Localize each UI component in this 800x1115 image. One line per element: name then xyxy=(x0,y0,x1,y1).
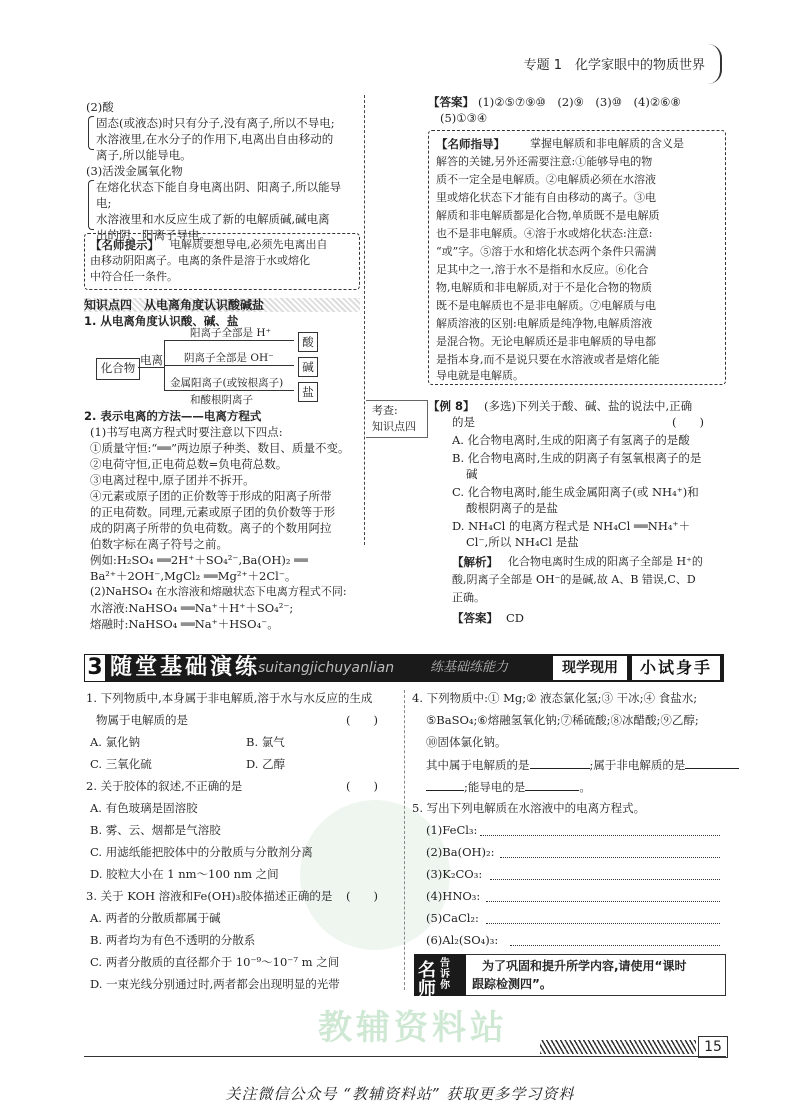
metal-ion-label: 金属阳离子(或铵根离子) xyxy=(170,377,284,389)
guide-line-5: 解质和非电解质都是化合物,单质既不是电解质 xyxy=(436,209,660,222)
q4-line-4 xyxy=(426,756,739,773)
acid-brace xyxy=(88,116,94,150)
q4-leading-blank[interactable] xyxy=(426,778,464,791)
acid-radical-label: 和酸根阴离子 xyxy=(190,394,253,406)
teacher-tip-line-3: 中符合任一条件。 xyxy=(90,270,178,283)
ex8-option-d[interactable]: D. NH₄Cl 的电离方程式是 NH₄Cl ══NH₄⁺＋ xyxy=(452,519,691,533)
q1-option-b[interactable]: B. 氯气 xyxy=(246,735,285,749)
q5-blank-4[interactable] xyxy=(486,900,720,902)
q4-electrolyte-blank[interactable] xyxy=(530,756,590,769)
q3-paren: ( ) xyxy=(346,889,378,903)
q4-nonelectrolyte-label: ;属于非电解质的是 xyxy=(589,758,686,772)
acid-line-3: 离子,所以能导电。 xyxy=(96,148,192,162)
watermark-text: 教辅资料站 xyxy=(318,1008,508,1048)
q4-line-5 xyxy=(426,778,591,795)
guide-line-10: 既不是电解质也不是非电解质。⑦电解质与电 xyxy=(436,299,656,312)
guide-line-3: 质不一定全是电解质。②电解质必须在水溶液 xyxy=(436,173,656,186)
banner-slogan: 练基础练能力 xyxy=(430,660,509,675)
ex8-answer: CD xyxy=(506,611,525,625)
oxide-line-4: 出的阴、阳离子导电。 xyxy=(96,228,211,242)
oxide-line-2: 电; xyxy=(96,196,112,210)
ex8-analysis-3: 正确。 xyxy=(452,591,485,604)
bottom-promo-text: 关注微信公众号 “教辅资料站” 获取更多学习资料 xyxy=(225,1085,575,1103)
q3-option-c[interactable]: C. 两者分散质的直径都介于 10⁻⁹～10⁻⁷ m 之间 xyxy=(90,955,340,969)
answer-tag: 【答案】 xyxy=(428,95,474,109)
kp4-line-10: Ba²⁺＋2OH⁻,MgCl₂ ══Mg²⁺＋2Cl⁻。 xyxy=(90,569,297,583)
q1-option-d[interactable]: D. 乙醇 xyxy=(246,757,286,771)
ionize-label: 电离 xyxy=(140,353,163,367)
acid-line-2: 水溶液里,在水分子的作用下,电离出自由移动的 xyxy=(96,132,334,146)
kp4-line-5: ④元素或原子团的正价数等于形成的阳离子所带 xyxy=(90,489,332,503)
salt-box: 盐 xyxy=(298,382,318,402)
badge-char-3: 告诉你 xyxy=(440,958,450,991)
q5-blank-3[interactable] xyxy=(490,878,720,880)
q3-option-a[interactable]: A. 两者的分散质都属于碱 xyxy=(90,911,221,925)
guide-line-8: 足其中之一,溶于水不是指和水反应。⑥化合 xyxy=(436,263,649,276)
page-header-title: 专题 1 化学家眼中的物质世界 xyxy=(523,58,705,73)
guide-line-1: 掌握电解质和非电解质的含义是 xyxy=(530,137,684,150)
q3-option-b[interactable]: B. 两者均为有色不透明的分散系 xyxy=(90,933,256,947)
badge-char-1: 名 xyxy=(418,960,436,981)
q4-line-3: ⑩固体氯化钠。 xyxy=(426,735,507,749)
ex8-paren: ( ) xyxy=(672,415,704,429)
teacher-tip-line-1: 电解质要想导电,必须先电离出自 xyxy=(170,238,328,251)
oxide-line-3: 水溶液里和水反应生成了新的电解质碱,碱电离 xyxy=(96,212,330,226)
q3-option-d[interactable]: D. 一束光线分别通过时,两者都会出现明显的光带 xyxy=(90,977,340,991)
teacher-tells-line-1: 为了巩固和提升所学内容,请使用“课时 xyxy=(482,959,687,973)
q1-line-1: 1. 下列物质中,本身属于非电解质,溶于水与水反应的生成 xyxy=(86,691,373,705)
banner-title: 随堂基础演练 xyxy=(110,655,261,680)
kp4-line-8: 伯数字标在离子符号之前。 xyxy=(90,537,228,551)
guide-line-11: 解质溶液的区别:电解质是纯净物,电解质溶液 xyxy=(436,317,653,330)
banner-tag-2: 小试身手 xyxy=(632,656,720,680)
guide-line-7: “或”字。⑤溶于水和熔化状态两个条件只需满 xyxy=(436,245,657,258)
kp4-sub2: 2. 表示电离的方法——电离方程式 xyxy=(84,409,262,423)
side-note-line-2: 知识点四 xyxy=(372,420,416,433)
ex8-option-b-2: 碱 xyxy=(466,467,478,481)
ex8-question-2: 的是 xyxy=(452,415,475,429)
q4-conductive-label: ;能导电的是 xyxy=(464,780,526,794)
q5-item-2: (2)Ba(OH)₂: xyxy=(426,845,495,859)
guide-line-13: 是指本身,而不是说只要在水溶液或者是熔化能 xyxy=(436,353,660,366)
bottom-divider xyxy=(404,690,405,990)
teacher-tip-tag: 【名师提示】 xyxy=(90,238,159,252)
q1-option-a[interactable]: A. 氯化钠 xyxy=(90,735,141,749)
kp4-line-7: 成的阴离子所带的负电荷数。离子的个数用阿拉 xyxy=(90,521,332,535)
ex8-option-d-2: Cl⁻,所以 NH₄Cl 是盐 xyxy=(466,535,579,549)
q1-option-c[interactable]: C. 三氧化硫 xyxy=(90,757,152,771)
oxide-line-1: 在熔化状态下能自身电离出阴、阳离子,所以能导 xyxy=(96,180,342,194)
kp4-line-13: 熔融时:NaHSO₄ ══Na⁺＋HSO₄⁻。 xyxy=(90,617,279,631)
kp4-line-6: 的正电荷数。同理,元素或原子团的负价数等于形 xyxy=(90,505,336,519)
oxide-title: (3)活泼金属氧化物 xyxy=(86,164,183,178)
kp4-line-1: (1)书写电离方程式时要注意以下四点: xyxy=(90,425,283,439)
side-note-line-1: 考查: xyxy=(372,404,398,417)
ex8-option-c-2: 酸根阴离子的是盐 xyxy=(466,501,558,515)
q5-item-4: (4)HNO₃: xyxy=(426,889,481,903)
ex8-option-c[interactable]: C. 化合物电离时,能生成金属阳离子(或 NH₄⁺)和 xyxy=(452,485,699,499)
footer-rule xyxy=(84,1056,726,1057)
side-note xyxy=(366,400,428,438)
q2-paren: ( ) xyxy=(346,779,378,793)
q4-nonelectrolyte-blank[interactable] xyxy=(685,756,739,769)
guide-line-12: 是混合物。无论电解质还是非电解质的导电都 xyxy=(436,335,656,348)
q5-blank-6[interactable] xyxy=(510,944,720,946)
q1-paren: ( ) xyxy=(346,713,378,727)
ex8-question: (多选)下列关于酸、碱、盐的说法中,正确 xyxy=(484,399,693,413)
q2-option-d[interactable]: D. 胶粒大小在 1 nm～100 nm 之间 xyxy=(90,867,279,881)
kp4-title: 知识点四 从电离角度认识酸碱盐 xyxy=(84,298,265,312)
kp4-line-4: ③电离过程中,原子团并不拆开。 xyxy=(90,473,255,487)
q2-option-b[interactable]: B. 雾、云、烟都是气溶胶 xyxy=(90,823,221,837)
column-divider xyxy=(364,95,365,545)
kp4-line-12: 水溶液:NaHSO₄ ══Na⁺＋H⁺＋SO₄²⁻; xyxy=(90,601,294,615)
kp4-line-9: 例如:H₂SO₄ ══2H⁺＋SO₄²⁻,Ba(OH)₂ ══ xyxy=(90,553,308,567)
footer-pattern xyxy=(540,1040,696,1054)
ex8-analysis-1: 化合物电离时生成的阳离子全部是 H⁺的 xyxy=(508,555,703,568)
q5-blank-1[interactable] xyxy=(480,834,720,836)
banner-pinyin: suitangjichuyanlian xyxy=(258,660,395,676)
q5-item-6: (6)Al₂(SO₄)₃: xyxy=(426,933,499,947)
banner-number: 3 xyxy=(84,654,106,682)
acid-title: (2)酸 xyxy=(86,100,114,114)
q5-item-5: (5)CaCl₂: xyxy=(426,911,479,925)
header-bracket xyxy=(706,44,722,84)
q5-item-1: (1)FeCl₃: xyxy=(426,823,478,837)
q4-period: 。 xyxy=(579,780,591,794)
ex8-answer-tag: 【答案】 xyxy=(452,611,498,625)
guide-line-14: 导电就是电解质。 xyxy=(436,369,524,382)
ex8-option-a[interactable]: A. 化合物电离时,生成的阳离子有氢离子的是酸 xyxy=(452,433,690,447)
acid-line-1: 固态(或液态)时只有分子,没有离子,所以不导电; xyxy=(96,116,335,130)
ex8-analysis-tag: 【解析】 xyxy=(452,555,498,569)
answer-line-1: (1)②⑤⑦⑨⑩ (2)⑨ (3)⑩ (4)②⑥⑧ xyxy=(478,95,681,109)
kp4-line-2: ①质量守恒:“══”两边原子种类、数目、质量不变。 xyxy=(90,441,350,455)
guide-line-4: 里或熔化状态下才能有自由移动的离子。③电 xyxy=(436,191,656,204)
cation-h-label: 阳离子全部是 H⁺ xyxy=(190,327,272,339)
base-box: 碱 xyxy=(298,357,318,377)
teacher-tells-line-2: 跟踪检测四”。 xyxy=(472,977,552,991)
guide-line-2: 解答的关键,另外还需要注意:①能够导电的物 xyxy=(436,155,653,168)
kp4-sub1: 1. 从电离角度认识酸、碱、盐 xyxy=(84,314,239,328)
teacher-tip-line-2: 由移动阴阳离子。电离的条件是溶于水或熔化 xyxy=(90,254,310,267)
q2-option-c[interactable]: C. 用滤纸能把胶体中的分散质与分散剂分离 xyxy=(90,845,313,859)
guide-tag: 【名师指导】 xyxy=(436,137,505,151)
kp4-line-3: ②电荷守恒,正电荷总数=负电荷总数。 xyxy=(90,457,288,471)
ex8-analysis-2: 酸,阴离子全部是 OH⁻的是碱,故 A、B 错误,C、D xyxy=(452,573,696,586)
banner-tag-1: 现学现用 xyxy=(553,656,627,680)
ex8-option-b[interactable]: B. 化合物电离时,生成的阴离子有氢氧根离子的是 xyxy=(452,451,702,465)
ex8-tag: 【例 8】 xyxy=(428,399,475,413)
q4-line-1: 4. 下列物质中:① Mg;② 液态氯化氢;③ 干冰;④ 食盐水; xyxy=(412,691,698,705)
page-number: 15 xyxy=(698,1036,728,1058)
q5-blank-2[interactable] xyxy=(500,856,720,858)
oxide-brace xyxy=(88,180,94,230)
q5-item-3: (3)K₂CO₃: xyxy=(426,867,483,881)
guide-line-6: 也不是非电解质。④溶于水或熔化状态:注意: xyxy=(436,227,653,240)
q2-option-a[interactable]: A. 有色玻璃是固溶胶 xyxy=(90,801,198,815)
guide-line-9: 物,电解质和非电解质,对于不是化合物的物质 xyxy=(436,281,652,294)
acid-box: 酸 xyxy=(298,332,318,352)
q4-conductive-blank[interactable] xyxy=(525,778,579,791)
q2-stem: 2. 关于胶体的叙述,不正确的是 xyxy=(86,779,243,793)
q5-stem: 5. 写出下列电解质在水溶液中的电离方程式。 xyxy=(412,801,646,815)
teacher-tells-badge xyxy=(414,954,466,1000)
anion-oh-label: 阴离子全部是 OH⁻ xyxy=(184,352,274,364)
compound-box: 化合物 xyxy=(96,358,140,380)
q4-line-2: ⑤BaSO₄;⑥熔融氢氧化钠;⑦稀硫酸;⑧冰醋酸;⑨乙醇; xyxy=(426,713,699,727)
q5-blank-5[interactable] xyxy=(486,922,720,924)
answer-line-2: (5)①③④ xyxy=(440,111,488,125)
badge-char-2: 师 xyxy=(418,979,436,1000)
q1-line-2: 物属于电解质的是 xyxy=(96,713,188,727)
q3-stem: 3. 关于 KOH 溶液和Fe(OH)₃胶体描述正确的是 xyxy=(86,889,333,903)
kp4-line-11: (2)NaHSO₄ 在水溶液和熔融状态下电离方程式不同: xyxy=(90,585,347,598)
q4-electrolyte-label: 其中属于电解质的是 xyxy=(426,758,530,772)
